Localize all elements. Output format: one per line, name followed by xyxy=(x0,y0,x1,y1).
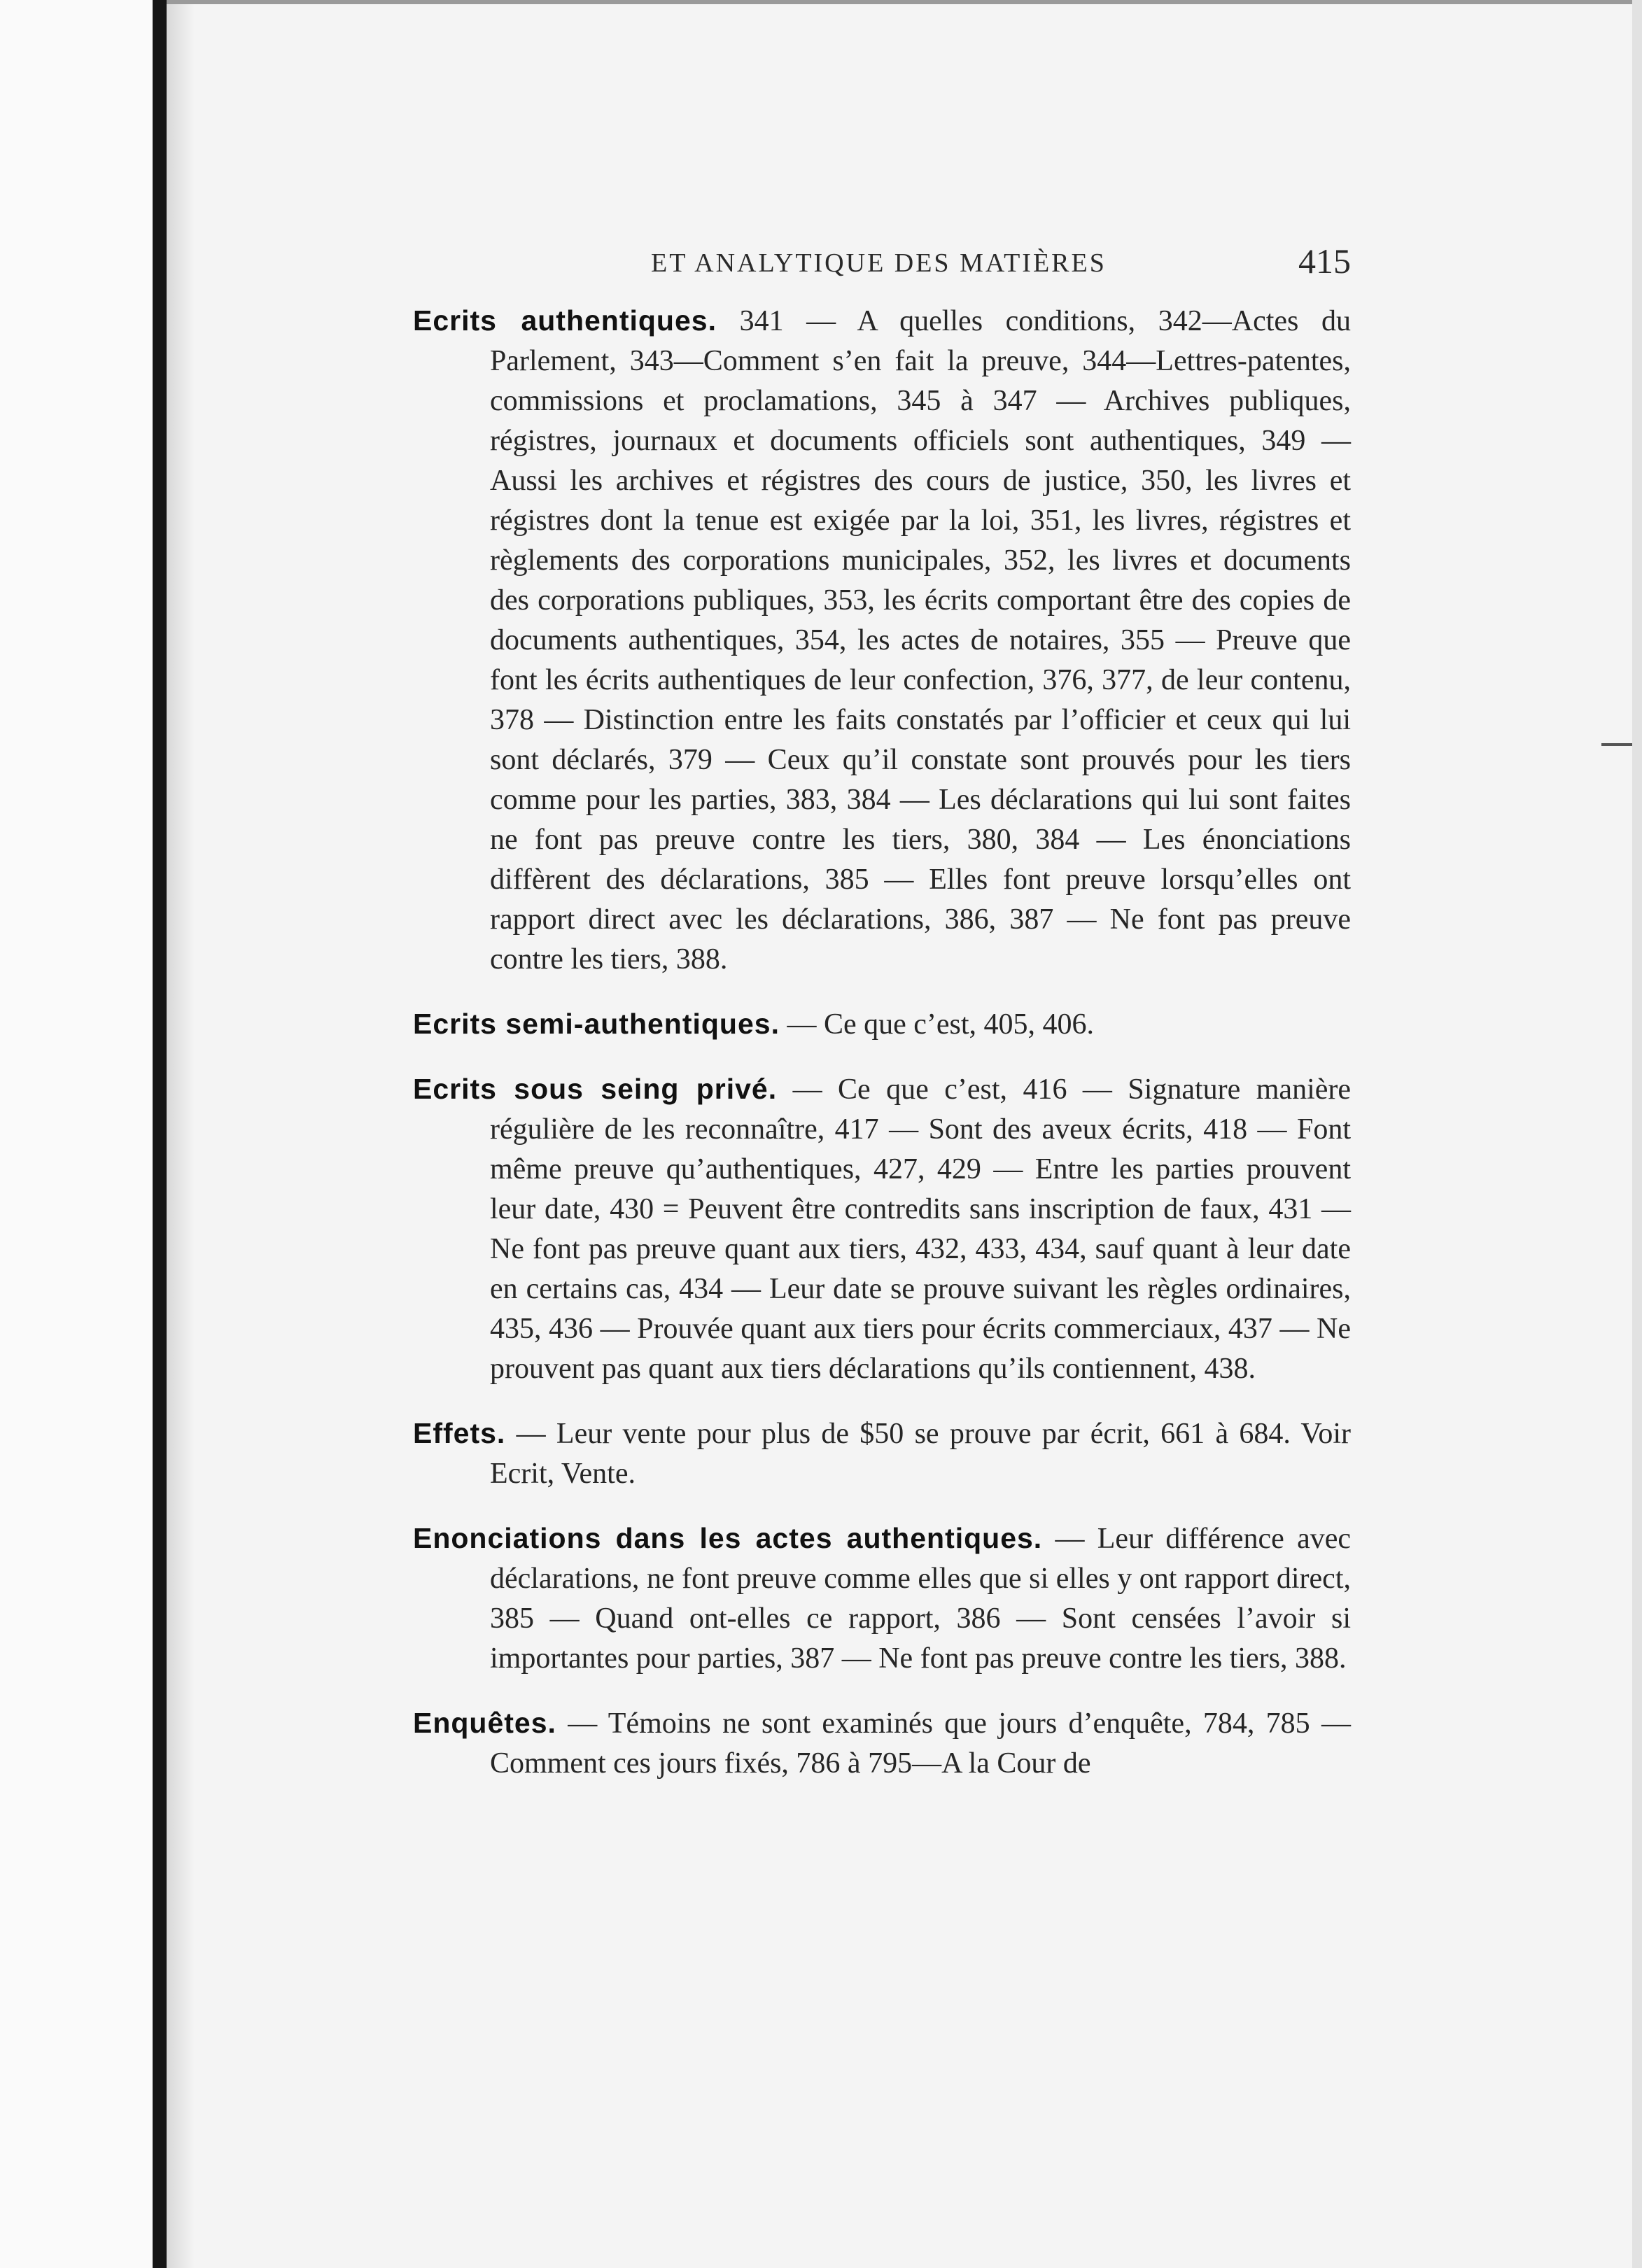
facing-page-edge xyxy=(0,0,153,2268)
entry-text: 341 — A quelles conditions, 342—Actes du Parlement, 343—Comment s’en fait la preuve, 344—Lettres-patentes, commissions et proclamations, 345 à 347 — Archives publiques, régistres, journaux et documents officiels sont authentiques, 349 — Aussi les archives et régistres des cours de justice, 350, les livres et régistres dont la tenue est exigée par la loi, 351, les livres, régistres et règlements des corporations municipales, 352, les livres et documents des corporations publiques, 353, les écrits comportant être des copies de documents authentiques, 354, les actes de notaires, 355 — Preuve que font les écrits authentiques de leur confection, 376, 377, de leur contenu, 378 — Distinction entre les faits constatés par l’officier et ceux qui lui sont déclarés, 379 — Ceux qu’il constate sont prouvés pour les tiers comme pour les parties, 383, 384 — Les déclarations qui lui sont faites ne font pas preuve contre les tiers, 380, 384 — Les énonciations diffèrent des déclarations, 385 — Elles font preuve lorsqu’elles ont rapport direct avec les déclarations, 386, 387 — Ne font pas preuve contre les tiers, 388. xyxy=(490,305,1351,975)
page-right-edge xyxy=(1632,0,1642,2268)
entry-term: Ecrits semi-authentiques. xyxy=(413,1008,780,1040)
index-entry-enonciations xyxy=(413,1519,1351,1679)
entry-term: Enonciations dans les actes authentiques. xyxy=(413,1522,1043,1554)
index-entry-ecrits-sous-seing-prive xyxy=(413,1069,1351,1389)
page-header xyxy=(651,241,1351,297)
index-entry-ecrits-semi-authentiques xyxy=(413,1004,1351,1045)
index-entry-enquetes xyxy=(413,1703,1351,1784)
running-title: ET ANALYTIQUE DES MATIÈRES xyxy=(651,248,1107,278)
page-top-edge xyxy=(167,0,1642,4)
entry-text: — Témoins ne sont examinés que jours d’enquête, 784, 785 — Comment ces jours fixés, 786 à 795—A la Cour de xyxy=(490,1707,1351,1780)
entry-text: — Leur différence avec déclarations, ne font preuve comme elles que si elles y ont rapport direct, 385 — Quand ont-elles ce rapport, 386 — Sont censées l’avoir si importantes pour parties, 387 — Ne font pas preuve contre les tiers, 388. xyxy=(490,1523,1351,1675)
entry-text: — Ce que c’est, 416 — Signature manière régulière de les reconnaître, 417 — Sont des aveux écrits, 418 — Font même preuve qu’authentiques, 427, 429 — Entre les parties prouvent leur date, 430 = Peuvent être contredits sans inscription de faux, 431 — Ne font pas preuve quant aux tiers, 432, 433, 434, sauf quant à leur date en certains cas, 434 — Leur date se prouve suivant les règles ordinaires, 435, 436 — Prouvée quant aux tiers pour écrits commerciaux, 437 — Ne prouvent pas quant aux tiers déclarations qu’ils contiennent, 438. xyxy=(490,1073,1352,1385)
page-number: 415 xyxy=(1298,241,1351,281)
index-entry-effets xyxy=(413,1414,1351,1494)
index-entries xyxy=(413,301,1351,1808)
scan-artifact-mark xyxy=(1601,743,1632,746)
gutter-shading xyxy=(167,0,195,2268)
entry-term: Enquêtes. xyxy=(413,1707,556,1739)
index-entry-ecrits-authentiques xyxy=(413,301,1351,980)
book-binding-shadow xyxy=(153,0,167,2268)
entry-term: Ecrits authentiques. xyxy=(413,304,717,337)
entry-term: Effets. xyxy=(413,1417,506,1449)
entry-text: — Ce que c’est, 405, 406. xyxy=(779,1008,1095,1041)
entry-text: — Leur vente pour plus de $50 se prouve par écrit, 661 à 684. Voir Ecrit, Vente. xyxy=(490,1418,1351,1490)
entry-term: Ecrits sous seing privé. xyxy=(413,1073,778,1105)
